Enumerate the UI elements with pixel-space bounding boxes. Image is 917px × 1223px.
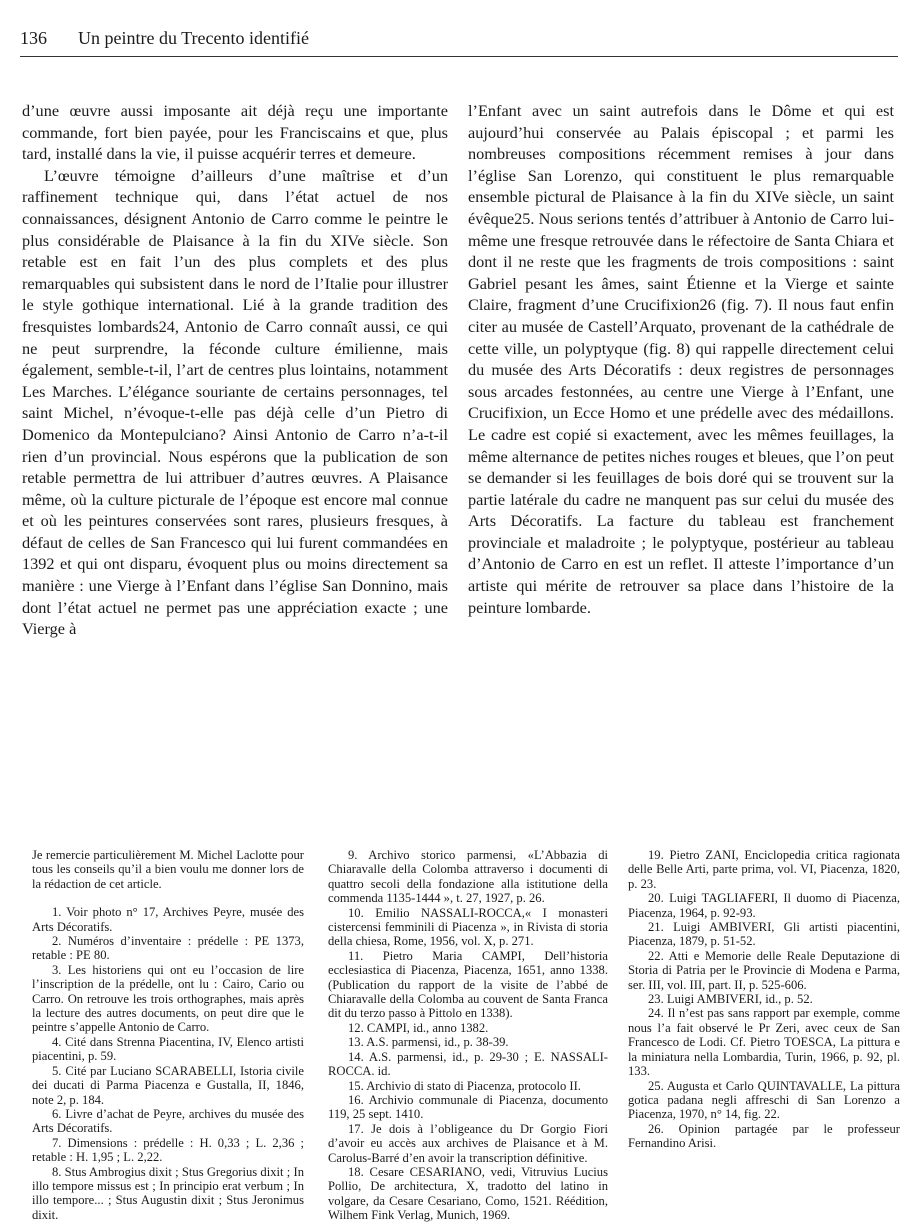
footnote: 18. Cesare CESARIANO, vedi, Vitruvius Lucius Pollio, De architectura, X, tradotto del latino in volgare, da Cesare Cesariano, Como, 1521. Réédition, Wilhem Fink Verlag, Munich, 1969.	[328, 1164, 608, 1223]
footnote: 3. Les historiens qui ont eu l’occasion de lire l’inscription de la prédelle, ont lu : Cairo, Cario ou Carro. On retrouve les trois orthographes, mais après la lecture des autres documents, on peut dire que le peintre s’appelle Antonio de Carro.	[32, 962, 304, 1035]
footnotes-column-3	[628, 848, 900, 1151]
footnote: 24. Il n’est pas sans rapport par exemple, comme nous l’a fait observé le Pr Zeri, avec ceux de San Francesco de Lodi. Cf. Pietro TOESCA, La pittura e la miniatura nella Lombardia, Turin, 1966, p. 92, pl. 133.	[628, 1006, 900, 1079]
footnote: 14. A.S. parmensi, id., p. 29-30 ; E. NASSALI-ROCCA. id.	[328, 1049, 608, 1079]
footnote: 4. Cité dans Strenna Piacentina, IV, Elenco artisti piacentini, p. 59.	[32, 1034, 304, 1064]
footnote: 6. Livre d’achat de Peyre, archives du musée des Arts Décoratifs.	[32, 1106, 304, 1136]
acknowledgement: Je remercie particulièrement M. Michel Laclotte pour tous les conseils qu’il a bien voulu me donner lors de la rédaction de cet article.	[32, 848, 304, 891]
footnote: 21. Luigi AMBIVERI, Gli artisti piacentini, Piacenza, 1879, p. 51-52.	[628, 920, 900, 949]
footnote: 10. Emilio NASSALI-ROCCA,« I monasteri cistercensi femminili di Piacenza », in Rivista di storia della chiesa, Rome, 1956, vol. X, p. 271.	[328, 905, 608, 949]
footnote: 1. Voir photo n° 17, Archives Peyre, musée des Arts Décoratifs.	[32, 905, 304, 934]
footnote: 5. Cité par Luciano SCARABELLI, Istoria civile dei ducati di Parma Piacenza e Gustalla, II, 1846, note 2, p. 184.	[32, 1063, 304, 1107]
footnote: 2. Numéros d’inventaire : prédelle : PE 1373, retable : PE 80.	[32, 934, 304, 963]
footnote: 19. Pietro ZANI, Enciclopedia critica ragionata delle Belle Arti, parte prima, vol. VI, Piacenza, 1820, p. 23.	[628, 848, 900, 891]
paragraph: L’œuvre témoigne d’ailleurs d’une maîtrise et d’un raffinement technique qui, dans l’état actuel de nos connaissances, désignent Antonio de Carro comme le peintre le plus considérable de Plaisance à la fin du XIVe siècle. Son retable est en fait l’un des plus complets et des plus remarquables qui subsistent dans le nord de l’Italie pour illustrer le style gothique international. Lié à la grande tradition des fresquistes lombards24, Antonio de Carro connaît aussi, ce qui ne peut surprendre, la féconde culture émilienne, mais également, semble-t-il, l’art de centres plus lointains, notamment Les Marches. L’élégance souriante de certains personnages, tel saint Michel, n’évoque-t-elle pas déjà celle d’un Pietro di Domenico da Montepulciano? Ainsi Antonio de Carro n’a-t-il rien d’un provincial. Nous espérons que la publication de son retable permettra de lui attribuer d’autres œuvres. A Plaisance même, où la culture picturale de l’époque est encore mal connue et où les peintures conservées sont rares, plusieurs fresques, à défaut de celles de San Francesco qui lui furent commandées en 1392 et qui ont disparu, évoquent plus ou moins directement sa manière : une Vierge à l’Enfant dans l’église San Donnino, mais dont l’état actuel ne permet pas une appréciation exacte ; une Vierge à	[22, 165, 448, 639]
footnotes-column-1	[32, 848, 304, 1222]
footnote: 17. Je dois à l’obligeance du Dr Gorgio Fiori d’avoir eu accès aux archives de Plaisance et à M. Carolus-Barré d’en avoir la transcription définitive.	[328, 1121, 608, 1165]
running-header	[20, 28, 900, 49]
paragraph: l’Enfant avec un saint autrefois dans le Dôme et qui est aujourd’hui conservée au Palais épiscopal ; et parmi les nombreuses compositions récemment remises à jour dans l’église San Lorenzo, qui constituent le plus remarquable ensemble pictural de Plaisance à la fin du XIVe siècle, un saint évêque25. Nous serions tentés d’attribuer à Antonio de Carro lui-même une fresque retrouvée dans le réfectoire de Santa Chiara et dont il ne reste que les fragments de trois compositions : saint Gabriel pesant les âmes, saint Étienne et la Vierge et sainte Claire, fragment d’une Crucifixion26 (fig. 7). Il nous faut enfin citer au musée de Castell’Arquato, provenant de la cathédrale de cette ville, un polyptyque (fig. 8) qui rappelle directement celui du musée des Arts Décoratifs : deux registres de personnages sous arcades festonnées, au centre une Vierge à l’Enfant, une Crucifixion, un Ecce Homo et une prédelle avec des médaillons. Le cadre est copié si exactement, avec les mêmes feuillages, la même alternance de petites niches rouges et bleues, que l’on peut se demander si les feuillages de bois doré qui se trouvent sur la partie latérale du cadre ne manquent pas sur celui du musée des Arts Décoratifs. La facture du tableau est franchement provinciale et maladroite ; le polyptyque, postérieur au tableau d’Antonio de Carro en est un reflet. Il atteste l’importance d’un artiste qui mérite de retrouver sa place dans l’histoire de la peinture lombarde.	[468, 101, 894, 617]
footnote: 26. Opinion partagée par le professeur Fernandino Arisi.	[628, 1121, 900, 1151]
footnote: 20. Luigi TAGLIAFERI, Il duomo di Piacenza, Piacenza, 1964, p. 92-93.	[628, 891, 900, 920]
footnote: 8. Stus Ambrogius dixit ; Stus Gregorius dixit ; In illo tempore missus est ; In principio erat verbum ; In illo tempore... ; Stus Augustin dixit ; Stus Jeronimus dixit.	[32, 1164, 304, 1222]
footnote: 9. Archivo storico parmensi, «L’Abbazia di Chiaravalle della Colomba attraverso i documenti di quattro secoli della fondazione alla istitutione della commenda 1135-1444 », t. 27, 1927, p. 26.	[328, 848, 608, 906]
body-column-right	[468, 100, 894, 618]
footnote: 7. Dimensions : prédelle : H. 0,33 ; L. 2,36 ; retable : H. 1,95 ; L. 2,22.	[32, 1135, 304, 1165]
footnote: 13. A.S. parmensi, id., p. 38-39.	[348, 1035, 509, 1050]
footnote: 11. Pietro Maria CAMPI, Dell’historia ecclesiastica di Piacenza, Piacenza, 1651, anno 1338. (Publication du rapport de la visite de l’abbé de Chiaravalle della Colomba au couvent de Santa Franca dit du terzo passo à Pittolo en 1338).	[328, 948, 608, 1021]
footnote: 25. Augusta et Carlo QUINTAVALLE, La pittura gotica padana negli affreschi di San Lorenzo a Piacenza, 1970, n° 14, fig. 22.	[628, 1078, 900, 1122]
footnote: 22. Atti e Memorie delle Reale Deputazione di Storia di Patria per le Provincie di Modena e Parma, ser. III, vol. III, part. II, p. 525-606.	[628, 948, 900, 992]
footnote: 23. Luigi AMBIVERI, id., p. 52.	[648, 992, 813, 1007]
running-title: Un peintre du Trecento identifié	[78, 28, 309, 48]
footnote: 16. Archivio communale di Piacenza, documento 119, 25 sept. 1410.	[328, 1092, 608, 1122]
footnotes-column-2	[328, 848, 608, 1223]
footnote: 15. Archivio di stato di Piacenza, protocolo II.	[348, 1078, 581, 1093]
page-number: 136	[20, 28, 47, 48]
paragraph: d’une œuvre aussi imposante ait déjà reçu une importante commande, fort bien payée, pour les Franciscains et que, plus tard, installé dans la vie, il puisse acquérir terres et demeure.	[22, 101, 448, 164]
header-rule	[20, 56, 898, 57]
body-column-left	[22, 100, 448, 640]
footnote: 12. CAMPI, id., anno 1382.	[348, 1020, 489, 1035]
